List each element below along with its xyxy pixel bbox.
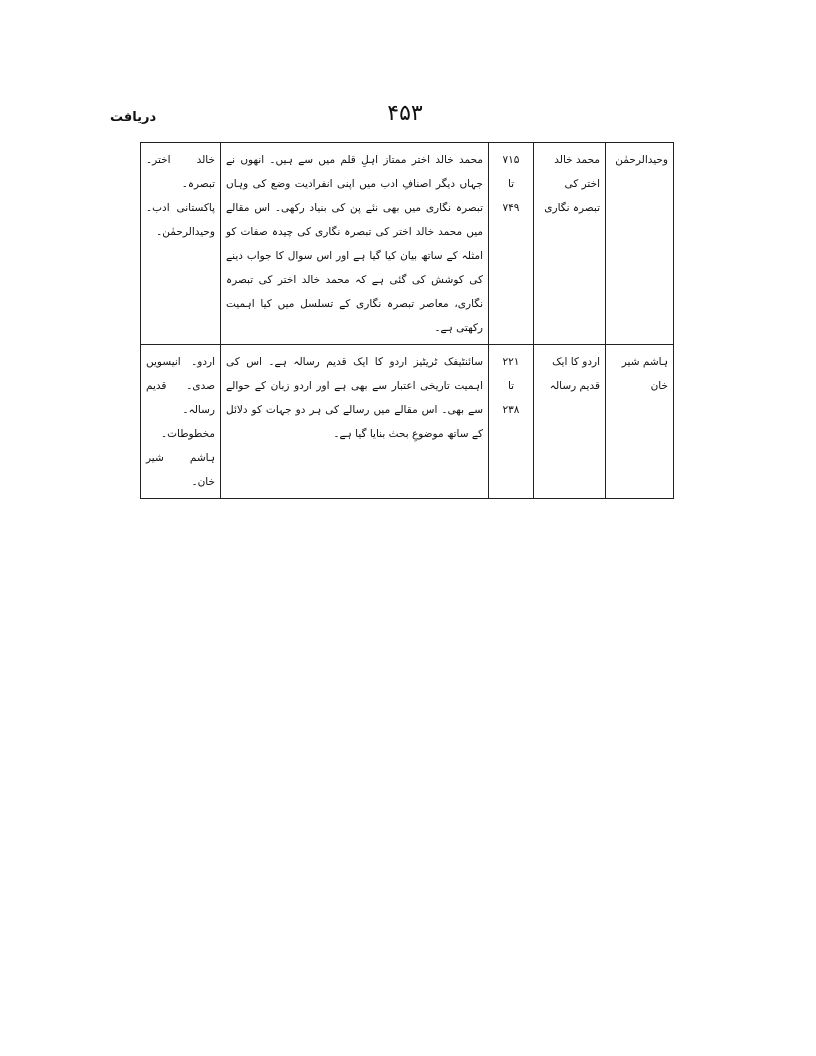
page-to: تا	[507, 178, 515, 190]
title-cell: محمد خالد اختر کی تبصرہ نگاری	[534, 143, 606, 345]
keywords-cell: خالد اختر۔ تبصرہ۔ پاکستانی ادب۔ وحیدالرحمٰن۔	[141, 143, 221, 345]
author-cell: وحیدالرحمٰن	[606, 143, 674, 345]
keywords-cell: اردو۔ انیسویں صدی۔ قدیم رسالہ۔ مخطوطات۔ ہاشم شیر خان۔	[141, 345, 221, 499]
journal-name: دریافت	[110, 110, 157, 125]
page-start: ۷۱۵	[502, 154, 520, 166]
pages-cell	[489, 143, 534, 345]
articles-table	[140, 142, 674, 499]
table-row	[141, 143, 674, 345]
abstract-cell: محمد خالد اختر ممتاز اہلِ قلم میں سے ہیں۔ انھوں نے جہاں دیگر اصنافِ ادب میں اپنی انفرادیت وضع کی وہاں تبصرہ نگاری میں بھی نئے پن کی بنیاد رکھی۔ اس مقالے میں محمد خالد اختر کی تبصرہ نگاری کی چیدہ صفات کو امثلہ کے ساتھ بیان کیا گیا ہے اور اس سوال کا جواب دینے کی کوشش کی گئی ہے کہ محمد خالد اختر کی تبصرہ نگاری، معاصر تبصرہ نگاری کے تسلسل میں کیا اہمیت رکھتی ہے۔	[221, 143, 489, 345]
page-start: ۲۲۱	[502, 356, 520, 368]
author-cell: ہاشم شیر خان	[606, 345, 674, 499]
page-end: ۲۳۸	[502, 404, 520, 416]
abstract-cell: سائنٹیفک ٹریٹیز اردو کا ایک قدیم رسالہ ہے۔ اس کی اہمیت تاریخی اعتبار سے بھی ہے اور اردو زبان کے حوالے سے بھی۔ اس مقالے میں رسالے کی ہر دو جہات کو دلائل کے ساتھ موضوعِ بحث بنایا گیا ہے۔	[221, 345, 489, 499]
pages-cell	[489, 345, 534, 499]
table-row	[141, 345, 674, 499]
title-cell: اردو کا ایک قدیم رسالہ	[534, 345, 606, 499]
page-number: ۴۵۳	[387, 101, 423, 126]
page-to: تا	[507, 380, 515, 392]
page-end: ۷۴۹	[502, 202, 520, 214]
